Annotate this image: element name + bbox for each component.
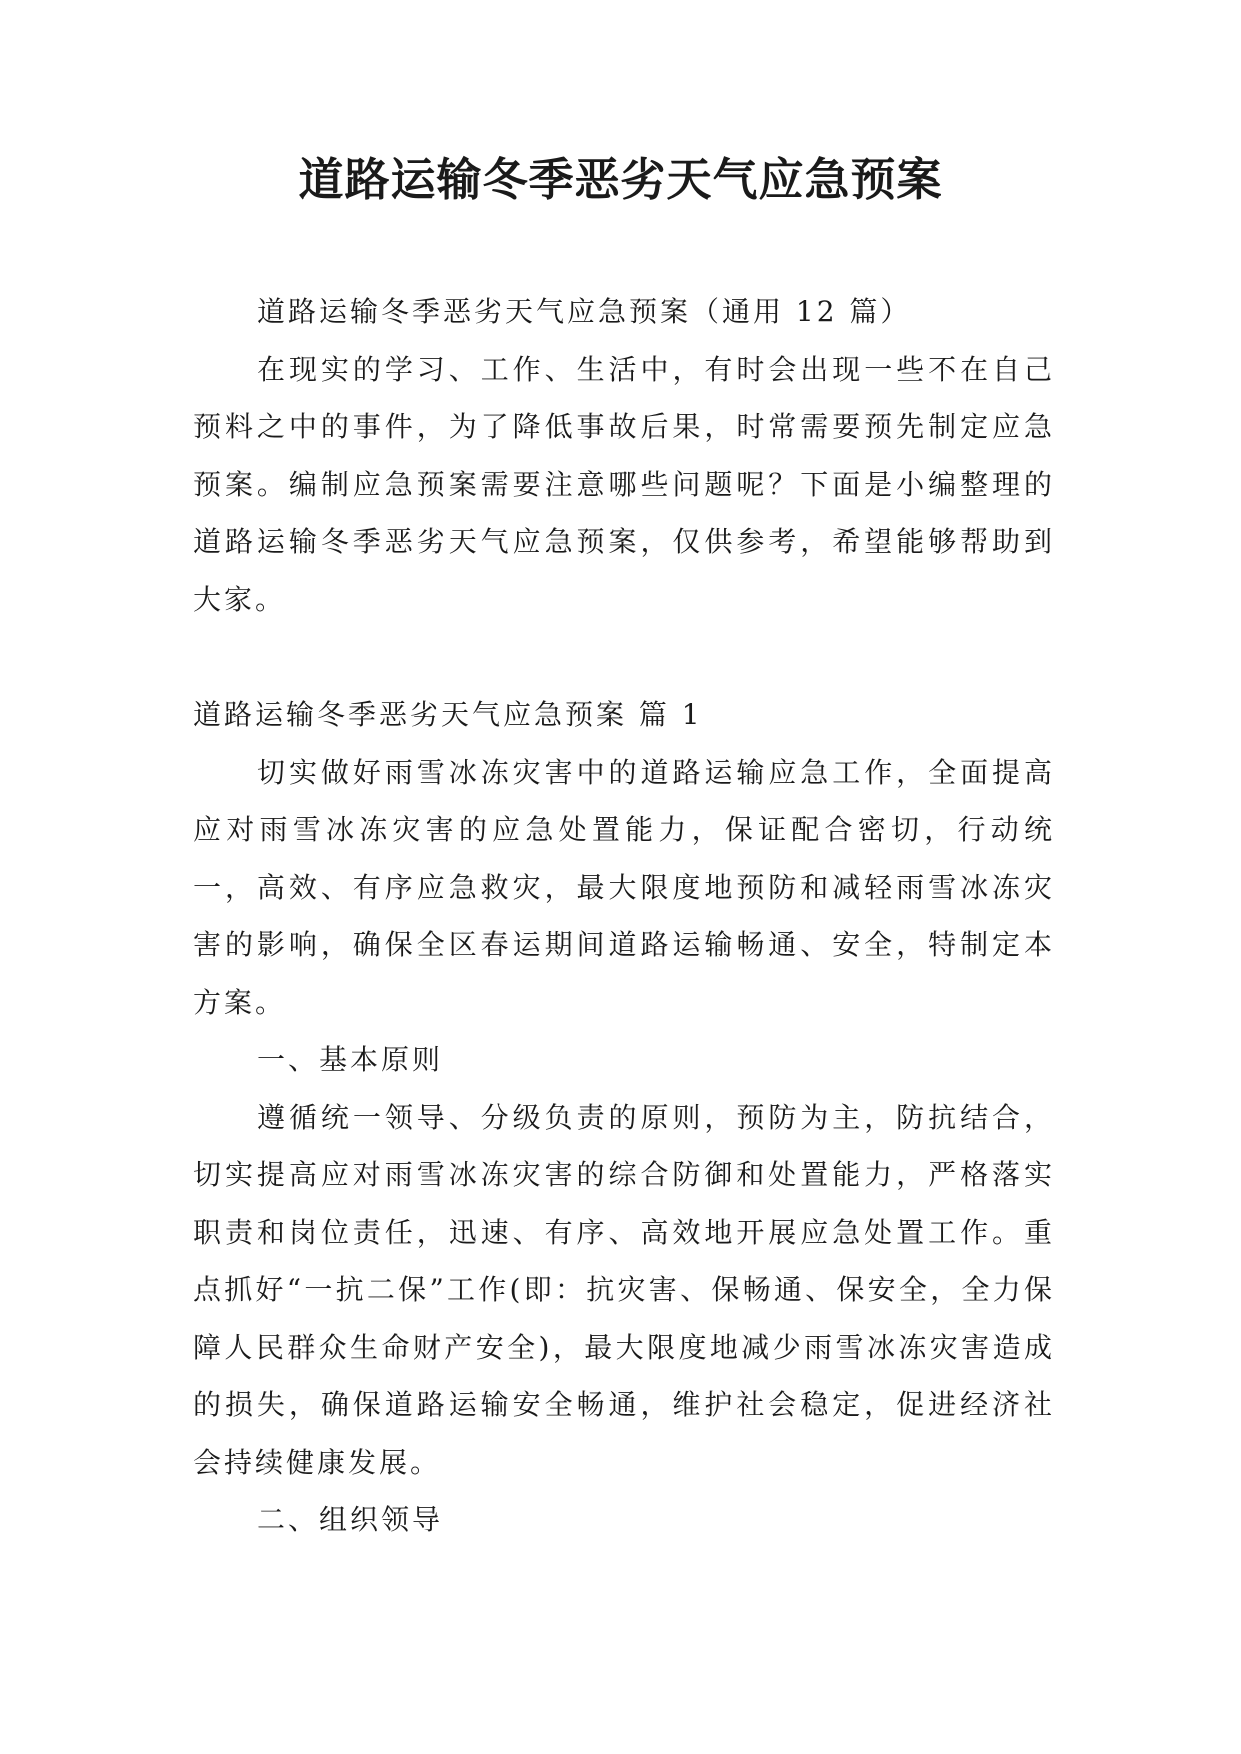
document-title: 道路运输冬季恶劣天气应急预案	[298, 153, 943, 206]
intro-subtitle: 道路运输冬季恶劣天气应急预案（通用 12 篇）	[257, 295, 912, 328]
subheading-organization: 二、组织领导	[257, 1503, 444, 1536]
section-paragraph-1: 切实做好雨雪冰冻灾害中的道路运输应急工作，全面提高应对雨雪冰冻灾害的应急处置能力，保证配合密切，行动统一，高效、有序应急救灾，最大限度地预防和减轻雨雪冰冻灾害的影响，确保全区春运期间道路运输畅通、安全，特制定本方案。	[193, 755, 1055, 1019]
subheading-basic-principles: 一、基本原则	[257, 1043, 444, 1076]
intro-paragraph: 在现实的学习、工作、生活中，有时会出现一些不在自己预料之中的事件，为了降低事故后果，时常需要预先制定应急预案。编制应急预案需要注意哪些问题呢？下面是小编整理的道路运输冬季恶劣天气应急预案，仅供参考，希望能够帮助到大家。	[193, 352, 1055, 616]
section-paragraph-2: 遵循统一领导、分级负责的原则，预防为主，防抗结合，切实提高应对雨雪冰冻灾害的综合防御和处置能力，严格落实职责和岗位责任，迅速、有序、高效地开展应急处置工作。重点抓好“一抗二保”工作(即：抗灾害、保畅通、保安全，全力保障人民群众生命财产安全)，最大限度地减少雨雪冰冻灾害造成的损失，确保道路运输安全畅通，维护社会稳定，促进经济社会持续健康发展。	[193, 1100, 1055, 1479]
section-heading: 道路运输冬季恶劣天气应急预案 篇 1	[193, 698, 703, 731]
section-spacer	[193, 628, 1055, 686]
document-body	[193, 283, 1055, 1549]
